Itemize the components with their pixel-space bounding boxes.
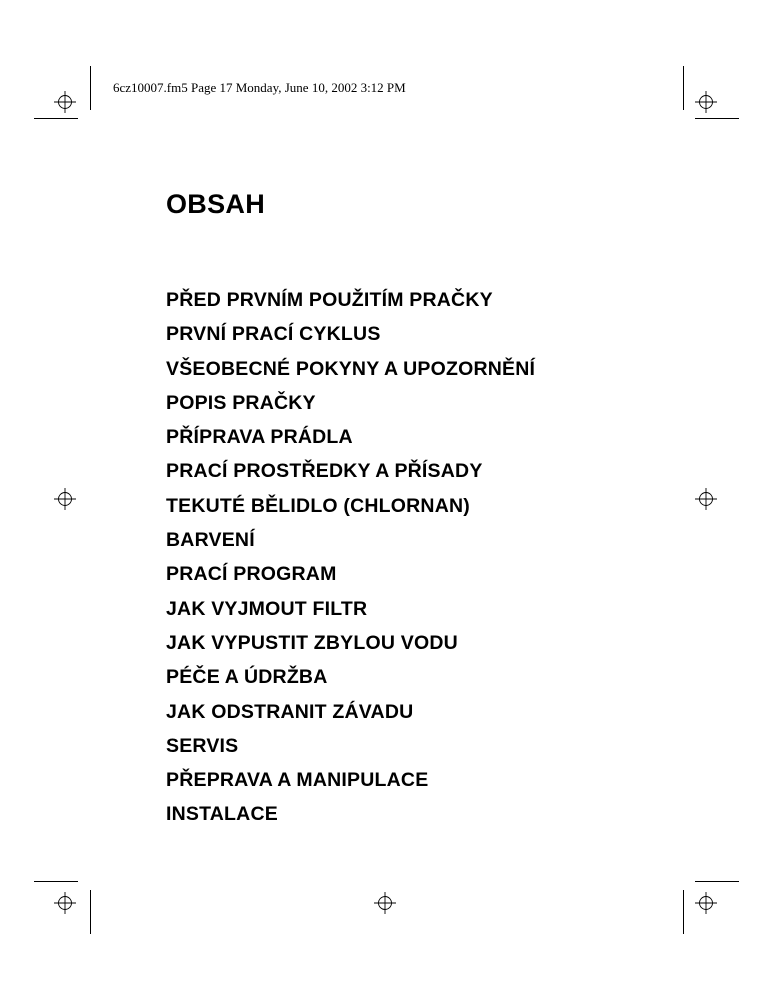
- registration-mark-icon: [53, 90, 77, 114]
- crop-mark-top-right-vertical: [683, 66, 684, 110]
- registration-mark-icon: [373, 891, 397, 915]
- crop-mark-bottom-right-vertical: [683, 890, 684, 934]
- toc-item: JAK ODSTRANIT ZÁVADU: [166, 700, 414, 723]
- crop-mark-bottom-left-horizontal: [34, 881, 78, 882]
- registration-mark-icon: [53, 487, 77, 511]
- registration-mark-icon: [694, 891, 718, 915]
- toc-item: PŘED PRVNÍM POUŽITÍM PRAČKY: [166, 289, 493, 311]
- toc-item: PŘÍPRAVA PRÁDLA: [166, 426, 353, 449]
- registration-mark-icon: [694, 90, 718, 114]
- toc-item: JAK VYPUSTIT ZBYLOU VODU: [166, 631, 458, 654]
- toc-item: SERVIS: [166, 734, 239, 757]
- toc-item: JAK VYJMOUT FILTR: [166, 597, 368, 620]
- page-title: OBSAH: [166, 189, 266, 219]
- toc-item: TEKUTÉ BĚLIDLO (CHLORNAN): [166, 494, 470, 517]
- crop-mark-top-left-vertical: [90, 66, 91, 110]
- toc-item: PŘEPRAVA A MANIPULACE: [166, 769, 429, 792]
- toc-item: BARVENÍ: [166, 529, 255, 552]
- registration-mark-icon: [53, 891, 77, 915]
- toc-item: VŠEOBECNÉ POKYNY A UPOZORNĚNÍ: [166, 357, 536, 380]
- table-of-contents: [166, 285, 535, 834]
- crop-mark-bottom-right-horizontal: [695, 881, 739, 882]
- toc-item: PRVNÍ PRACÍ CYKLUS: [166, 323, 381, 346]
- toc-item: PÉČE A ÚDRŽBA: [166, 666, 328, 689]
- toc-item: POPIS PRAČKY: [166, 391, 316, 414]
- crop-mark-top-left-horizontal: [34, 118, 78, 119]
- crop-mark-bottom-left-vertical: [90, 890, 91, 934]
- crop-mark-top-right-horizontal: [695, 118, 739, 119]
- toc-item: INSTALACE: [166, 803, 278, 826]
- registration-mark-icon: [694, 487, 718, 511]
- print-slug-line: 6cz10007.fm5 Page 17 Monday, June 10, 2002 3:12 PM: [113, 80, 406, 95]
- toc-item: PRACÍ PROSTŘEDKY A PŘÍSADY: [166, 460, 483, 483]
- toc-item: PRACÍ PROGRAM: [166, 563, 337, 586]
